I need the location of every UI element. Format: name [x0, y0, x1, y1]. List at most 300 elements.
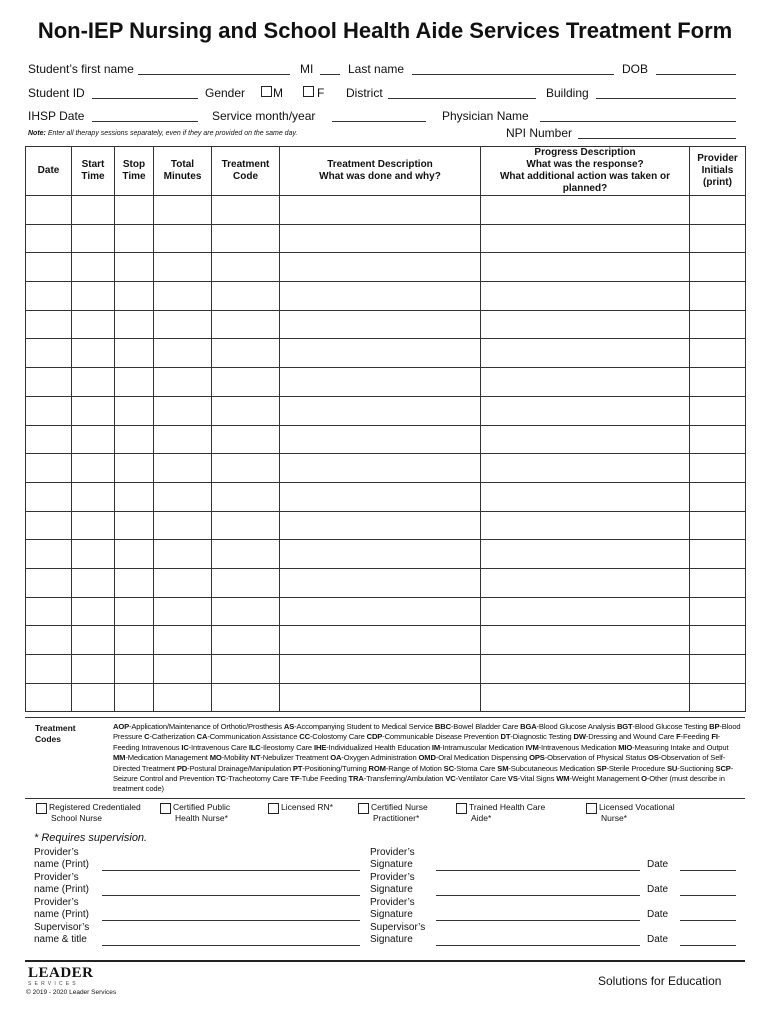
column-header-label: Stop Time: [122, 159, 146, 182]
table-cell[interactable]: [690, 597, 746, 626]
table-cell[interactable]: [26, 310, 72, 339]
table-cell[interactable]: [690, 626, 746, 655]
treatment-code-description: -Colostomy Care: [309, 732, 365, 742]
table-row: [26, 196, 746, 225]
table-cell[interactable]: [26, 454, 72, 483]
treatment-code-description: -Dressing and Wound Care: [585, 732, 675, 742]
table-cell[interactable]: [690, 482, 746, 511]
table-cell[interactable]: [212, 482, 280, 511]
mi-label: MI: [300, 62, 314, 76]
table-cell[interactable]: [212, 310, 280, 339]
table-cell[interactable]: [690, 396, 746, 425]
treatment-code: VS: [507, 774, 518, 784]
treatment-code-description: -Oral Medication Dispensing: [435, 753, 528, 763]
column-header: [26, 147, 72, 196]
treatment-code-description: -Nebulizer Treatment: [260, 753, 329, 763]
table-cell[interactable]: [115, 310, 154, 339]
treatment-code: DT: [500, 732, 511, 742]
treatment-code-description: -Observation of Physical Status: [544, 753, 647, 763]
table-cell[interactable]: [690, 253, 746, 282]
table-cell[interactable]: [115, 454, 154, 483]
table-cell[interactable]: [481, 224, 690, 253]
treatment-code-description: -Feeding Intravenous: [113, 732, 721, 752]
table-cell[interactable]: [212, 253, 280, 282]
provider-name-label: [34, 897, 89, 921]
treatment-code-description: -Observation of Self-Directed Treatment: [113, 753, 726, 773]
column-header-label: Provider Initials (print): [697, 153, 738, 188]
table-cell[interactable]: [280, 540, 481, 569]
credential-label-line1: Licensed RN*: [281, 802, 333, 812]
treatment-code-entry: [435, 722, 518, 731]
table-cell[interactable]: [72, 597, 115, 626]
table-cell[interactable]: [154, 540, 212, 569]
table-cell[interactable]: [72, 511, 115, 540]
provider-name-field[interactable]: [102, 895, 360, 896]
treatment-codes-label-line1: Treatment: [35, 723, 76, 733]
table-cell[interactable]: [690, 568, 746, 597]
table-cell[interactable]: [26, 368, 72, 397]
table-cell[interactable]: [212, 425, 280, 454]
first-name-field[interactable]: [138, 74, 290, 75]
credential-checkbox-lvn[interactable]: [586, 803, 597, 814]
table-cell[interactable]: [72, 339, 115, 368]
table-cell[interactable]: [690, 224, 746, 253]
credential-label-cphn: [173, 802, 230, 824]
credential-label-thca: [469, 802, 545, 824]
table-cell[interactable]: [690, 368, 746, 397]
gender-m-checkbox[interactable]: [261, 86, 272, 97]
last-name-label: Last name: [348, 62, 405, 76]
physician-name-field[interactable]: [540, 121, 736, 122]
table-cell[interactable]: [481, 253, 690, 282]
copyright: © 2019 - 2020 Leader Services: [26, 989, 117, 996]
treatment-code: FI: [711, 732, 718, 742]
table-cell[interactable]: [690, 425, 746, 454]
treatment-code-entry: [508, 774, 554, 783]
table-cell[interactable]: [212, 683, 280, 712]
table-cell[interactable]: [72, 454, 115, 483]
treatment-code: TC: [216, 774, 226, 784]
table-cell[interactable]: [481, 655, 690, 684]
table-row: [26, 683, 746, 712]
table-cell[interactable]: [154, 482, 212, 511]
credential-label-line2: Nurse*: [601, 813, 627, 823]
table-cell[interactable]: [72, 310, 115, 339]
table-cell[interactable]: [26, 396, 72, 425]
treatment-code-entry: [251, 753, 329, 762]
table-cell[interactable]: [26, 253, 72, 282]
table-row: [26, 482, 746, 511]
table-cell[interactable]: [212, 196, 280, 225]
treatment-code: SP: [596, 763, 607, 773]
provider-signature-label-line1: Provider’s: [370, 847, 415, 858]
table-cell[interactable]: [212, 626, 280, 655]
treatment-code-entry: [113, 753, 208, 762]
table-cell[interactable]: [115, 396, 154, 425]
table-cell[interactable]: [280, 396, 481, 425]
table-cell[interactable]: [481, 425, 690, 454]
table-cell[interactable]: [72, 683, 115, 712]
treatment-code-description: -Communication Assistance: [207, 732, 298, 742]
table-cell[interactable]: [154, 626, 212, 655]
table-cell[interactable]: [154, 597, 212, 626]
table-cell[interactable]: [154, 655, 212, 684]
treatment-code: BBC: [434, 722, 451, 731]
building-field[interactable]: [596, 98, 736, 99]
credential-checkbox-rcsn[interactable]: [36, 803, 47, 814]
table-cell[interactable]: [115, 253, 154, 282]
npi-number-label: NPI Number: [506, 126, 573, 140]
treatment-code-entry: [556, 774, 639, 783]
table-cell[interactable]: [115, 655, 154, 684]
table-cell[interactable]: [115, 540, 154, 569]
supervisor-signature-label: [370, 922, 425, 946]
table-cell[interactable]: [212, 655, 280, 684]
table-cell[interactable]: [690, 683, 746, 712]
table-cell[interactable]: [481, 339, 690, 368]
table-cell[interactable]: [481, 540, 690, 569]
treatment-code-entry: [144, 732, 195, 741]
gender-f-label: F: [317, 86, 325, 100]
provider-signature-label-line2: Signature: [370, 859, 413, 870]
student-id-field[interactable]: [92, 98, 198, 99]
credential-checkbox-lrn[interactable]: [268, 803, 279, 814]
treatment-code: AOP: [113, 722, 130, 731]
table-cell[interactable]: [280, 368, 481, 397]
note-text: Enter all therapy sessions separately, even if they are provided on the same day.: [47, 130, 298, 137]
table-cell[interactable]: [115, 282, 154, 311]
credential-label-rcsn: [49, 802, 141, 824]
table-cell[interactable]: [154, 253, 212, 282]
treatment-code-entry: [497, 764, 594, 773]
table-cell[interactable]: [690, 339, 746, 368]
table-cell[interactable]: [154, 339, 212, 368]
provider-signature-label: [370, 872, 415, 896]
provider-name-field[interactable]: [102, 920, 360, 921]
treatment-code-description: -Postural Drainage/Manipulation: [187, 763, 291, 773]
table-cell[interactable]: [154, 568, 212, 597]
table-cell[interactable]: [115, 224, 154, 253]
table-cell[interactable]: [481, 482, 690, 511]
table-cell[interactable]: [280, 568, 481, 597]
supervisor-signature-field[interactable]: [436, 945, 640, 946]
table-cell[interactable]: [280, 482, 481, 511]
gender-f-checkbox[interactable]: [303, 86, 314, 97]
table-cell[interactable]: [26, 626, 72, 655]
provider-name-field[interactable]: [102, 870, 360, 871]
treatment-code: CA: [196, 732, 208, 742]
table-cell[interactable]: [26, 655, 72, 684]
treatment-code: TRA: [348, 774, 364, 784]
treatment-code-description: -Other (must describe in treatment code): [113, 774, 725, 794]
table-cell[interactable]: [212, 339, 280, 368]
table-cell[interactable]: [72, 540, 115, 569]
table-cell[interactable]: [115, 597, 154, 626]
treatment-code-description: -Positioning/Turning: [302, 763, 367, 773]
treatment-code-entry: [293, 764, 367, 773]
table-cell[interactable]: [26, 568, 72, 597]
treatment-code-description: -Transferring/Ambulation: [363, 774, 444, 784]
table-cell[interactable]: [26, 683, 72, 712]
treatment-code-description: -Medication Management: [125, 753, 208, 763]
table-cell[interactable]: [481, 368, 690, 397]
date-field[interactable]: [680, 895, 736, 896]
table-cell[interactable]: [26, 482, 72, 511]
treatment-code-description: -Range of Motion: [385, 763, 442, 773]
table-cell[interactable]: [481, 196, 690, 225]
provider-name-label-line1: Provider’s: [34, 897, 79, 908]
column-header: [212, 147, 280, 196]
treatment-code-description: -Bowel Bladder Care: [450, 722, 519, 731]
table-cell[interactable]: [690, 310, 746, 339]
credential-label-line1: Registered Credentialed: [49, 802, 141, 812]
provider-name-label-line1: Provider’s: [34, 872, 79, 883]
treatment-code-entry: [501, 732, 572, 741]
table-cell[interactable]: [690, 511, 746, 540]
treatment-codes-list: [113, 722, 743, 795]
provider-signature-label-line2: Signature: [370, 884, 413, 895]
treatment-code: MM: [113, 753, 126, 763]
first-name-label: Student’s first name: [28, 62, 134, 76]
provider-signature-field[interactable]: [436, 870, 640, 871]
treatment-code: SU: [666, 763, 678, 773]
table-cell[interactable]: [115, 196, 154, 225]
credential-label-line1: Certified Nurse: [371, 802, 428, 812]
table-cell[interactable]: [280, 683, 481, 712]
table-cell[interactable]: [154, 683, 212, 712]
table-cell[interactable]: [690, 540, 746, 569]
district-field[interactable]: [388, 98, 536, 99]
treatment-code-entry: [520, 722, 615, 731]
provider-signature-field[interactable]: [436, 920, 640, 921]
treatment-code-description: -Blood Glucose Testing: [632, 722, 708, 731]
treatment-code: SM: [497, 763, 509, 773]
table-cell[interactable]: [212, 568, 280, 597]
treatment-code: SC: [443, 763, 454, 773]
date-label: Date: [647, 934, 669, 945]
treatment-code-description: -Feeding: [680, 732, 710, 742]
table-cell[interactable]: [26, 540, 72, 569]
table-cell[interactable]: [115, 568, 154, 597]
table-row: [26, 310, 746, 339]
table-cell[interactable]: [280, 224, 481, 253]
table-cell[interactable]: [280, 196, 481, 225]
table-cell[interactable]: [212, 597, 280, 626]
treatment-code-entry: [617, 722, 707, 731]
table-cell[interactable]: [690, 196, 746, 225]
credential-label-line2: Health Nurse*: [175, 813, 228, 823]
ihsp-date-field[interactable]: [92, 121, 198, 122]
treatment-code: WM: [556, 774, 570, 784]
table-cell[interactable]: [72, 368, 115, 397]
table-cell[interactable]: [154, 454, 212, 483]
table-cell[interactable]: [212, 511, 280, 540]
table-cell[interactable]: [280, 282, 481, 311]
credential-checkbox-cphn[interactable]: [160, 803, 171, 814]
table-cell[interactable]: [115, 425, 154, 454]
provider-name-label-line1: Provider’s: [34, 847, 79, 858]
column-header-label: Start Time: [81, 159, 105, 182]
service-month-field[interactable]: [332, 121, 426, 122]
table-cell[interactable]: [690, 655, 746, 684]
table-cell[interactable]: [72, 196, 115, 225]
table-cell[interactable]: [280, 339, 481, 368]
table-cell[interactable]: [115, 511, 154, 540]
table-cell[interactable]: [280, 626, 481, 655]
table-cell[interactable]: [26, 282, 72, 311]
table-cell[interactable]: [154, 396, 212, 425]
treatment-code-description: -Vital Signs: [517, 774, 555, 784]
credential-label-line2: School Nurse: [51, 813, 103, 823]
gender-label: Gender: [205, 86, 246, 100]
treatment-code-entry: [210, 753, 249, 762]
date-label: Date: [647, 859, 669, 870]
credential-label-lvn: [599, 802, 675, 824]
table-cell[interactable]: [72, 655, 115, 684]
table-row: [26, 655, 746, 684]
table-cell[interactable]: [72, 224, 115, 253]
table-cell[interactable]: [115, 482, 154, 511]
service-month-label: Service month/year: [212, 109, 316, 123]
column-header-label: Progress Description What was the response? What additional action was taken or planned?: [499, 147, 671, 194]
date-field[interactable]: [680, 920, 736, 921]
table-cell[interactable]: [154, 368, 212, 397]
table-cell[interactable]: [481, 396, 690, 425]
treatment-code-entry: [216, 774, 288, 783]
treatment-code-description: -Blood Pressure: [113, 722, 741, 742]
table-row: [26, 368, 746, 397]
table-cell[interactable]: [690, 282, 746, 311]
date-field[interactable]: [680, 870, 736, 871]
table-cell[interactable]: [115, 683, 154, 712]
date-label: Date: [647, 884, 669, 895]
treatment-code-description: -Intravenous Medication: [538, 742, 617, 752]
table-cell[interactable]: [280, 511, 481, 540]
table-cell[interactable]: [212, 396, 280, 425]
table-cell[interactable]: [154, 310, 212, 339]
table-cell[interactable]: [481, 597, 690, 626]
provider-signature-label: [370, 847, 415, 871]
treatment-code: AS: [283, 722, 295, 731]
table-cell[interactable]: [212, 282, 280, 311]
last-name-field[interactable]: [412, 74, 614, 75]
table-cell[interactable]: [26, 224, 72, 253]
table-row: [26, 597, 746, 626]
column-header-label: Treatment Description What was done and why?: [319, 159, 441, 182]
table-cell[interactable]: [280, 253, 481, 282]
note-label: Note:: [28, 130, 46, 137]
table-cell[interactable]: [481, 282, 690, 311]
table-cell[interactable]: [115, 339, 154, 368]
treatment-code-entry: [573, 732, 674, 741]
table-cell[interactable]: [72, 282, 115, 311]
npi-number-field[interactable]: [578, 138, 736, 139]
table-cell[interactable]: [212, 368, 280, 397]
treatment-code: MO: [209, 753, 222, 763]
table-cell[interactable]: [154, 282, 212, 311]
table-cell[interactable]: [72, 568, 115, 597]
table-cell[interactable]: [481, 683, 690, 712]
treatment-code: OMD: [418, 753, 436, 763]
table-cell[interactable]: [26, 597, 72, 626]
table-cell[interactable]: [72, 425, 115, 454]
treatment-code: VC: [445, 774, 456, 784]
treatment-code-entry: [667, 764, 714, 773]
table-cell[interactable]: [690, 454, 746, 483]
credential-label-line2: Practitioner*: [373, 813, 420, 823]
logo-subtitle: SERVICES: [28, 981, 79, 987]
table-cell[interactable]: [212, 454, 280, 483]
table-cell[interactable]: [154, 425, 212, 454]
table-cell[interactable]: [26, 511, 72, 540]
date-field[interactable]: [680, 945, 736, 946]
table-cell[interactable]: [115, 368, 154, 397]
table-cell[interactable]: [481, 568, 690, 597]
table-cell[interactable]: [280, 454, 481, 483]
mi-field[interactable]: [320, 74, 340, 75]
treatment-code: ROM: [368, 763, 386, 773]
treatment-code: IC: [181, 742, 189, 752]
treatment-code-entry: [349, 774, 444, 783]
table-cell[interactable]: [481, 511, 690, 540]
treatment-code-description: -Mobility: [221, 753, 249, 763]
table-cell[interactable]: [280, 310, 481, 339]
table-cell[interactable]: [72, 253, 115, 282]
table-row: [26, 511, 746, 540]
table-cell[interactable]: [26, 425, 72, 454]
treatment-log-table: [25, 146, 746, 712]
supervisor-name-field[interactable]: [102, 945, 360, 946]
provider-signature-field[interactable]: [436, 895, 640, 896]
table-cell[interactable]: [26, 339, 72, 368]
column-header: [72, 147, 115, 196]
credential-checkbox-cnp[interactable]: [358, 803, 369, 814]
supervisor-name-label-line2: name & title: [34, 934, 87, 945]
table-cell[interactable]: [154, 511, 212, 540]
dob-field[interactable]: [656, 74, 736, 75]
table-cell[interactable]: [481, 626, 690, 655]
table-cell[interactable]: [72, 482, 115, 511]
table-cell[interactable]: [481, 310, 690, 339]
table-cell[interactable]: [154, 196, 212, 225]
table-cell[interactable]: [212, 540, 280, 569]
table-header-row: [26, 147, 746, 196]
treatment-code-description: -Individualized Health Education: [326, 742, 430, 752]
column-header: [690, 147, 746, 196]
table-cell[interactable]: [280, 597, 481, 626]
treatment-code-description: -Measuring Intake and Output: [632, 742, 729, 752]
table-cell[interactable]: [72, 626, 115, 655]
credential-checkbox-thca[interactable]: [456, 803, 467, 814]
table-cell[interactable]: [280, 425, 481, 454]
table-cell[interactable]: [154, 224, 212, 253]
provider-signature-label-line1: Provider’s: [370, 872, 415, 883]
treatment-code-entry: [369, 764, 442, 773]
table-cell[interactable]: [115, 626, 154, 655]
supervisor-signature-label-line2: Signature: [370, 934, 413, 945]
treatment-code-description: -Communicable Disease Prevention: [382, 732, 499, 742]
treatment-codes-label: [35, 723, 76, 745]
note: [28, 130, 297, 137]
treatment-code-entry: [529, 753, 646, 762]
table-cell[interactable]: [26, 196, 72, 225]
table-cell[interactable]: [280, 655, 481, 684]
table-cell[interactable]: [481, 454, 690, 483]
treatment-code-entry: [419, 753, 528, 762]
ihsp-date-label: IHSP Date: [28, 109, 85, 123]
table-cell[interactable]: [72, 396, 115, 425]
table-cell[interactable]: [212, 224, 280, 253]
